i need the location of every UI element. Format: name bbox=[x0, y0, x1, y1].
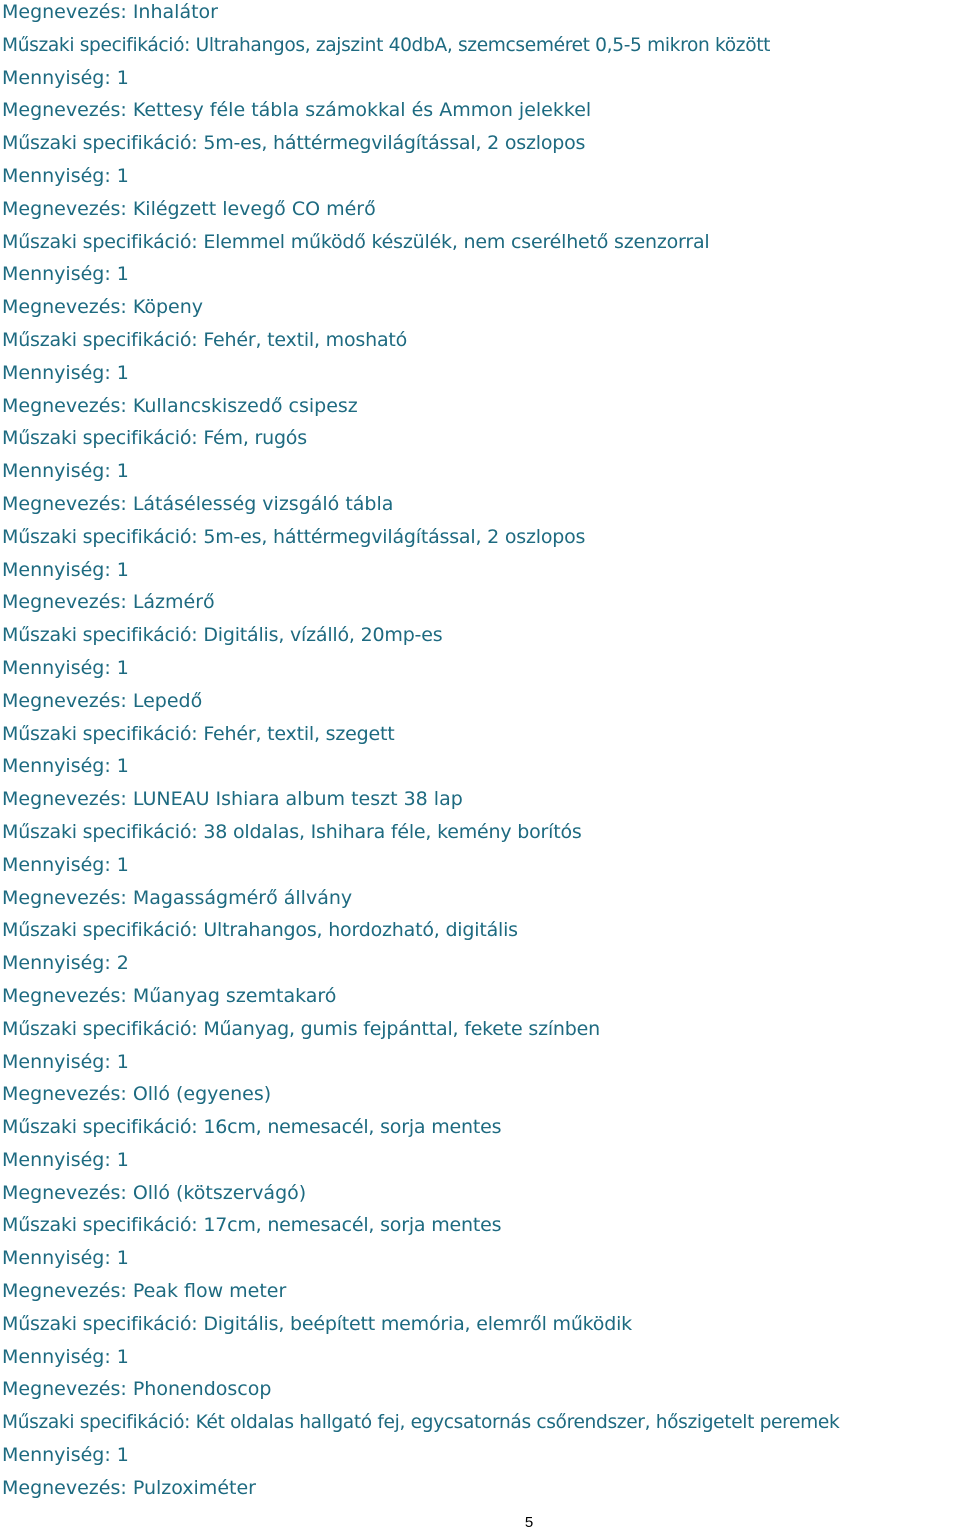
document-body bbox=[2, 0, 960, 1509]
item-spec-label: Műszaki specifikáció: bbox=[2, 1116, 198, 1139]
item-spec-line bbox=[2, 33, 960, 66]
item-quantity-label: Mennyiség: bbox=[2, 1247, 111, 1270]
item-name-value: Olló (egyenes) bbox=[132, 1083, 272, 1106]
item-quantity-line bbox=[2, 1246, 960, 1279]
item-name-value: Látásélesség vizsgáló tábla bbox=[132, 492, 394, 515]
item-name-label: Megnevezés: bbox=[2, 99, 127, 122]
item-quantity-line bbox=[2, 558, 960, 591]
item-quantity-line bbox=[2, 1050, 960, 1083]
item-quantity-label: Mennyiség: bbox=[2, 263, 111, 286]
item-entry bbox=[2, 787, 960, 885]
item-name-value: Kettesy féle tábla számokkal és Ammon jelekkel bbox=[132, 99, 592, 122]
item-entry bbox=[2, 689, 960, 787]
item-quantity-line bbox=[2, 164, 960, 197]
item-spec-label: Műszaki specifikáció: bbox=[2, 624, 198, 647]
item-quantity-label: Mennyiség: bbox=[2, 460, 111, 483]
item-name-value: LUNEAU Ishiara album teszt 38 lap bbox=[132, 788, 463, 811]
item-spec-label: Műszaki specifikáció: bbox=[2, 919, 198, 942]
item-spec-line bbox=[2, 1312, 960, 1345]
item-spec-line bbox=[2, 328, 960, 361]
item-name-label: Megnevezés: bbox=[2, 296, 127, 319]
item-quantity-value: 1 bbox=[116, 558, 129, 581]
item-name-line bbox=[2, 1279, 960, 1312]
item-entry bbox=[2, 197, 960, 295]
item-quantity-label: Mennyiség: bbox=[2, 558, 111, 581]
item-entry bbox=[2, 394, 960, 492]
item-quantity-line bbox=[2, 1345, 960, 1378]
item-quantity-value: 1 bbox=[116, 1148, 129, 1171]
item-name-label: Megnevezés: bbox=[2, 1083, 127, 1106]
item-name-label: Megnevezés: bbox=[2, 689, 127, 712]
item-name-value: Lázmérő bbox=[132, 591, 215, 614]
item-name-line bbox=[2, 1377, 960, 1410]
item-quantity-line bbox=[2, 361, 960, 394]
item-name-value: Olló (kötszervágó) bbox=[132, 1181, 307, 1204]
item-spec-label: Műszaki specifikáció: bbox=[2, 132, 198, 155]
item-entry bbox=[2, 98, 960, 196]
item-quantity-value: 1 bbox=[116, 66, 129, 89]
item-name-value: Phonendoscop bbox=[132, 1378, 272, 1401]
item-name-line bbox=[2, 886, 960, 919]
item-quantity-label: Mennyiség: bbox=[2, 1148, 111, 1171]
item-quantity-value: 1 bbox=[116, 263, 129, 286]
item-name-line bbox=[2, 1082, 960, 1115]
item-name-line bbox=[2, 197, 960, 230]
item-name-line bbox=[2, 0, 960, 33]
item-spec-line bbox=[2, 131, 960, 164]
item-quantity-value: 1 bbox=[116, 1444, 129, 1467]
item-quantity-label: Mennyiség: bbox=[2, 1345, 111, 1368]
item-quantity-label: Mennyiség: bbox=[2, 1050, 111, 1073]
item-quantity-label: Mennyiség: bbox=[2, 66, 111, 89]
item-name-label: Megnevezés: bbox=[2, 788, 127, 811]
item-name-value: Kullancskiszedő csipesz bbox=[132, 394, 358, 417]
item-name-value: Inhalátor bbox=[132, 1, 218, 23]
item-name-label: Megnevezés: bbox=[2, 984, 127, 1007]
item-name-line bbox=[2, 394, 960, 427]
item-name-value: Pulzoximéter bbox=[132, 1476, 256, 1499]
item-spec-label: Műszaki specifikáció: bbox=[2, 34, 191, 56]
item-name-line bbox=[2, 590, 960, 623]
item-spec-line bbox=[2, 918, 960, 951]
item-name-line bbox=[2, 984, 960, 1017]
item-spec-value: 38 oldalas, Ishihara féle, kemény borítós bbox=[203, 820, 582, 843]
item-spec-line bbox=[2, 1213, 960, 1246]
item-quantity-value: 1 bbox=[116, 1050, 129, 1073]
item-quantity-value: 1 bbox=[116, 361, 129, 384]
item-name-label: Megnevezés: bbox=[2, 1476, 127, 1499]
item-quantity-line bbox=[2, 853, 960, 886]
item-quantity-line bbox=[2, 1443, 960, 1476]
item-name-label: Megnevezés: bbox=[2, 1280, 127, 1303]
item-quantity-value: 1 bbox=[116, 460, 129, 483]
item-name-label: Megnevezés: bbox=[2, 886, 127, 909]
item-name-label: Megnevezés: bbox=[2, 394, 127, 417]
item-name-line bbox=[2, 492, 960, 525]
item-entry bbox=[2, 0, 960, 98]
item-name-line bbox=[2, 787, 960, 820]
item-name-line bbox=[2, 1181, 960, 1214]
item-spec-line bbox=[2, 1115, 960, 1148]
item-spec-line bbox=[2, 1410, 960, 1443]
item-quantity-value: 2 bbox=[116, 952, 129, 975]
item-spec-label: Műszaki specifikáció: bbox=[2, 427, 198, 450]
item-spec-line bbox=[2, 820, 960, 853]
item-spec-label: Műszaki specifikáció: bbox=[2, 328, 198, 351]
item-entry bbox=[2, 984, 960, 1082]
item-quantity-value: 1 bbox=[116, 656, 129, 679]
item-spec-line bbox=[2, 525, 960, 558]
item-entry bbox=[2, 1082, 960, 1180]
item-quantity-label: Mennyiség: bbox=[2, 853, 111, 876]
item-name-value: Műanyag szemtakaró bbox=[132, 984, 337, 1007]
item-name-label: Megnevezés: bbox=[2, 1181, 127, 1204]
item-spec-line bbox=[2, 623, 960, 656]
item-quantity-line bbox=[2, 459, 960, 492]
item-entry bbox=[2, 295, 960, 393]
item-spec-label: Műszaki specifikáció: bbox=[2, 722, 198, 745]
item-quantity-label: Mennyiség: bbox=[2, 164, 111, 187]
item-spec-line bbox=[2, 426, 960, 459]
item-spec-label: Műszaki specifikáció: bbox=[2, 230, 198, 253]
item-entry bbox=[2, 886, 960, 984]
item-spec-label: Műszaki specifikáció: bbox=[2, 525, 198, 548]
item-spec-value: Digitális, beépített memória, elemről működik bbox=[203, 1312, 632, 1335]
item-quantity-line bbox=[2, 262, 960, 295]
item-name-line bbox=[2, 1476, 960, 1509]
item-spec-value: Fehér, textil, szegett bbox=[203, 722, 395, 745]
item-quantity-line bbox=[2, 951, 960, 984]
item-spec-value: Elemmel működő készülék, nem cserélhető szenzorral bbox=[203, 230, 710, 253]
item-quantity-value: 1 bbox=[116, 164, 129, 187]
item-spec-line bbox=[2, 1017, 960, 1050]
item-spec-value: 17cm, nemesacél, sorja mentes bbox=[203, 1214, 502, 1237]
item-name-value: Magasságmérő állvány bbox=[132, 886, 353, 909]
item-quantity-value: 1 bbox=[116, 1247, 129, 1270]
item-name-line bbox=[2, 98, 960, 131]
item-name-value: Kilégzett levegő CO mérő bbox=[132, 197, 376, 220]
item-spec-label: Műszaki specifikáció: bbox=[2, 1312, 198, 1335]
item-quantity-value: 1 bbox=[116, 853, 129, 876]
item-quantity-value: 1 bbox=[116, 1345, 129, 1368]
item-spec-label: Műszaki specifikáció: bbox=[2, 820, 198, 843]
item-spec-label: Műszaki specifikáció: bbox=[2, 1214, 198, 1237]
item-spec-value: Ultrahangos, zajszint 40dbA, szemcseméret 0,5-5 mikron között bbox=[195, 34, 771, 56]
item-spec-label: Műszaki specifikáció: bbox=[2, 1017, 198, 1040]
item-entry bbox=[2, 590, 960, 688]
item-spec-value: 5m-es, háttérmegvilágítással, 2 oszlopos bbox=[203, 132, 586, 155]
item-quantity-label: Mennyiség: bbox=[2, 361, 111, 384]
item-spec-line bbox=[2, 230, 960, 263]
item-quantity-label: Mennyiség: bbox=[2, 656, 111, 679]
item-spec-line bbox=[2, 722, 960, 755]
item-entry bbox=[2, 1279, 960, 1377]
item-spec-value: Fém, rugós bbox=[203, 427, 307, 450]
item-name-value: Lepedő bbox=[132, 689, 203, 712]
item-name-label: Megnevezés: bbox=[2, 492, 127, 515]
item-quantity-value: 1 bbox=[116, 755, 129, 778]
item-entry bbox=[2, 1476, 960, 1509]
item-entry bbox=[2, 1377, 960, 1475]
item-spec-label: Műszaki specifikáció: bbox=[2, 1412, 191, 1434]
item-spec-value: Digitális, vízálló, 20mp-es bbox=[203, 624, 443, 647]
item-name-label: Megnevezés: bbox=[2, 1378, 127, 1401]
item-name-label: Megnevezés: bbox=[2, 591, 127, 614]
page-number: 5 bbox=[524, 1514, 534, 1531]
item-quantity-line bbox=[2, 754, 960, 787]
item-spec-value: Két oldalas hallgató fej, egycsatornás csőrendszer, hőszigetelt peremek bbox=[195, 1412, 840, 1434]
item-name-label: Megnevezés: bbox=[2, 1, 127, 23]
item-name-value: Köpeny bbox=[132, 296, 204, 319]
item-name-line bbox=[2, 295, 960, 328]
item-name-line bbox=[2, 689, 960, 722]
item-quantity-label: Mennyiség: bbox=[2, 952, 111, 975]
item-quantity-line bbox=[2, 66, 960, 99]
item-name-value: Peak flow meter bbox=[132, 1280, 287, 1303]
item-quantity-label: Mennyiség: bbox=[2, 755, 111, 778]
item-spec-value: 16cm, nemesacél, sorja mentes bbox=[203, 1116, 502, 1139]
item-quantity-line bbox=[2, 1148, 960, 1181]
item-spec-value: Ultrahangos, hordozható, digitális bbox=[203, 919, 518, 942]
item-quantity-label: Mennyiség: bbox=[2, 1444, 111, 1467]
item-spec-value: Műanyag, gumis fejpánttal, fekete színben bbox=[203, 1017, 600, 1040]
item-name-label: Megnevezés: bbox=[2, 197, 127, 220]
item-entry bbox=[2, 1181, 960, 1279]
item-spec-value: 5m-es, háttérmegvilágítással, 2 oszlopos bbox=[203, 525, 586, 548]
item-entry bbox=[2, 492, 960, 590]
item-quantity-line bbox=[2, 656, 960, 689]
item-spec-value: Fehér, textil, mosható bbox=[203, 328, 408, 351]
